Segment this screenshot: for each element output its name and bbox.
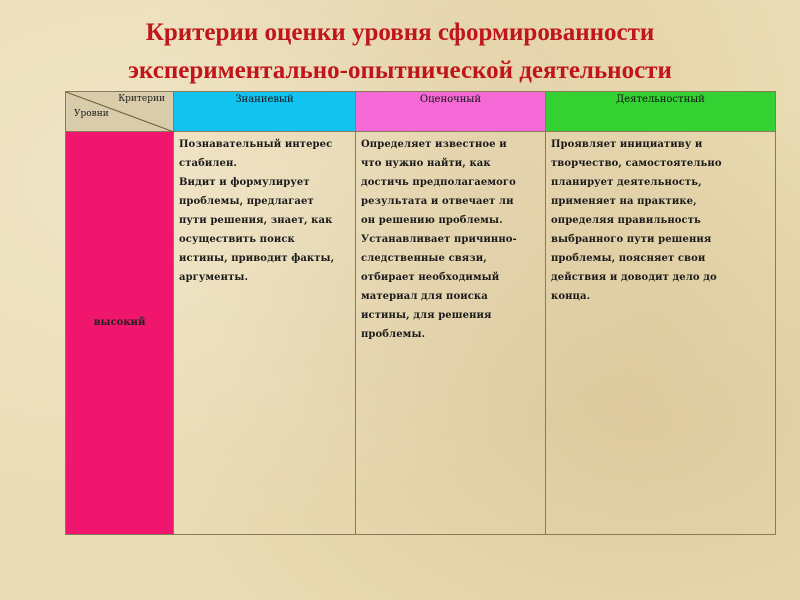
- title-line-1: Критерии оценки уровня сформированности: [145, 19, 655, 46]
- level-high-cell: [66, 132, 174, 534]
- header-activity: [546, 92, 775, 132]
- header-evaluative-label: Оценочный: [419, 94, 482, 105]
- cell-activity-text: Проявляет инициативу и творчество, самостоятельно планирует деятельность, применяет на практике, определяя правильность выбранного пути решения проблемы, поясняет свои действия и доводит дело до конца.: [551, 139, 722, 302]
- cell-knowledge: [174, 132, 356, 534]
- page-title: [0, 14, 800, 90]
- criteria-table: [65, 91, 776, 535]
- cell-knowledge-text: Познавательный интерес стабилен. Видит и формулирует проблемы, предлагает пути решения, знает, как осуществить поиск истины, приводит факты, аргументы.: [179, 139, 335, 283]
- corner-cell: [66, 92, 174, 132]
- header-knowledge: [174, 92, 356, 132]
- corner-criteria-label: Критерии: [118, 94, 165, 104]
- cell-evaluative-text: Определяет известное и что нужно найти, как достичь предполагаемого результата и отвечает ли он решению проблемы. Устанавливает причинно- следственные связи, отбирает необходимый материал для поиска истины, для решения проблемы.: [361, 139, 517, 340]
- level-high-label: высокий: [93, 317, 146, 328]
- header-knowledge-label: Знаниевый: [235, 94, 294, 105]
- header-evaluative: [356, 92, 546, 132]
- cell-activity: [546, 132, 775, 534]
- cell-evaluative: [356, 132, 546, 534]
- corner-levels-label: Уровни: [74, 109, 109, 119]
- header-activity-label: Деятельностный: [616, 94, 705, 105]
- title-line-2: экспериментально-опытнической деятельности: [128, 57, 672, 84]
